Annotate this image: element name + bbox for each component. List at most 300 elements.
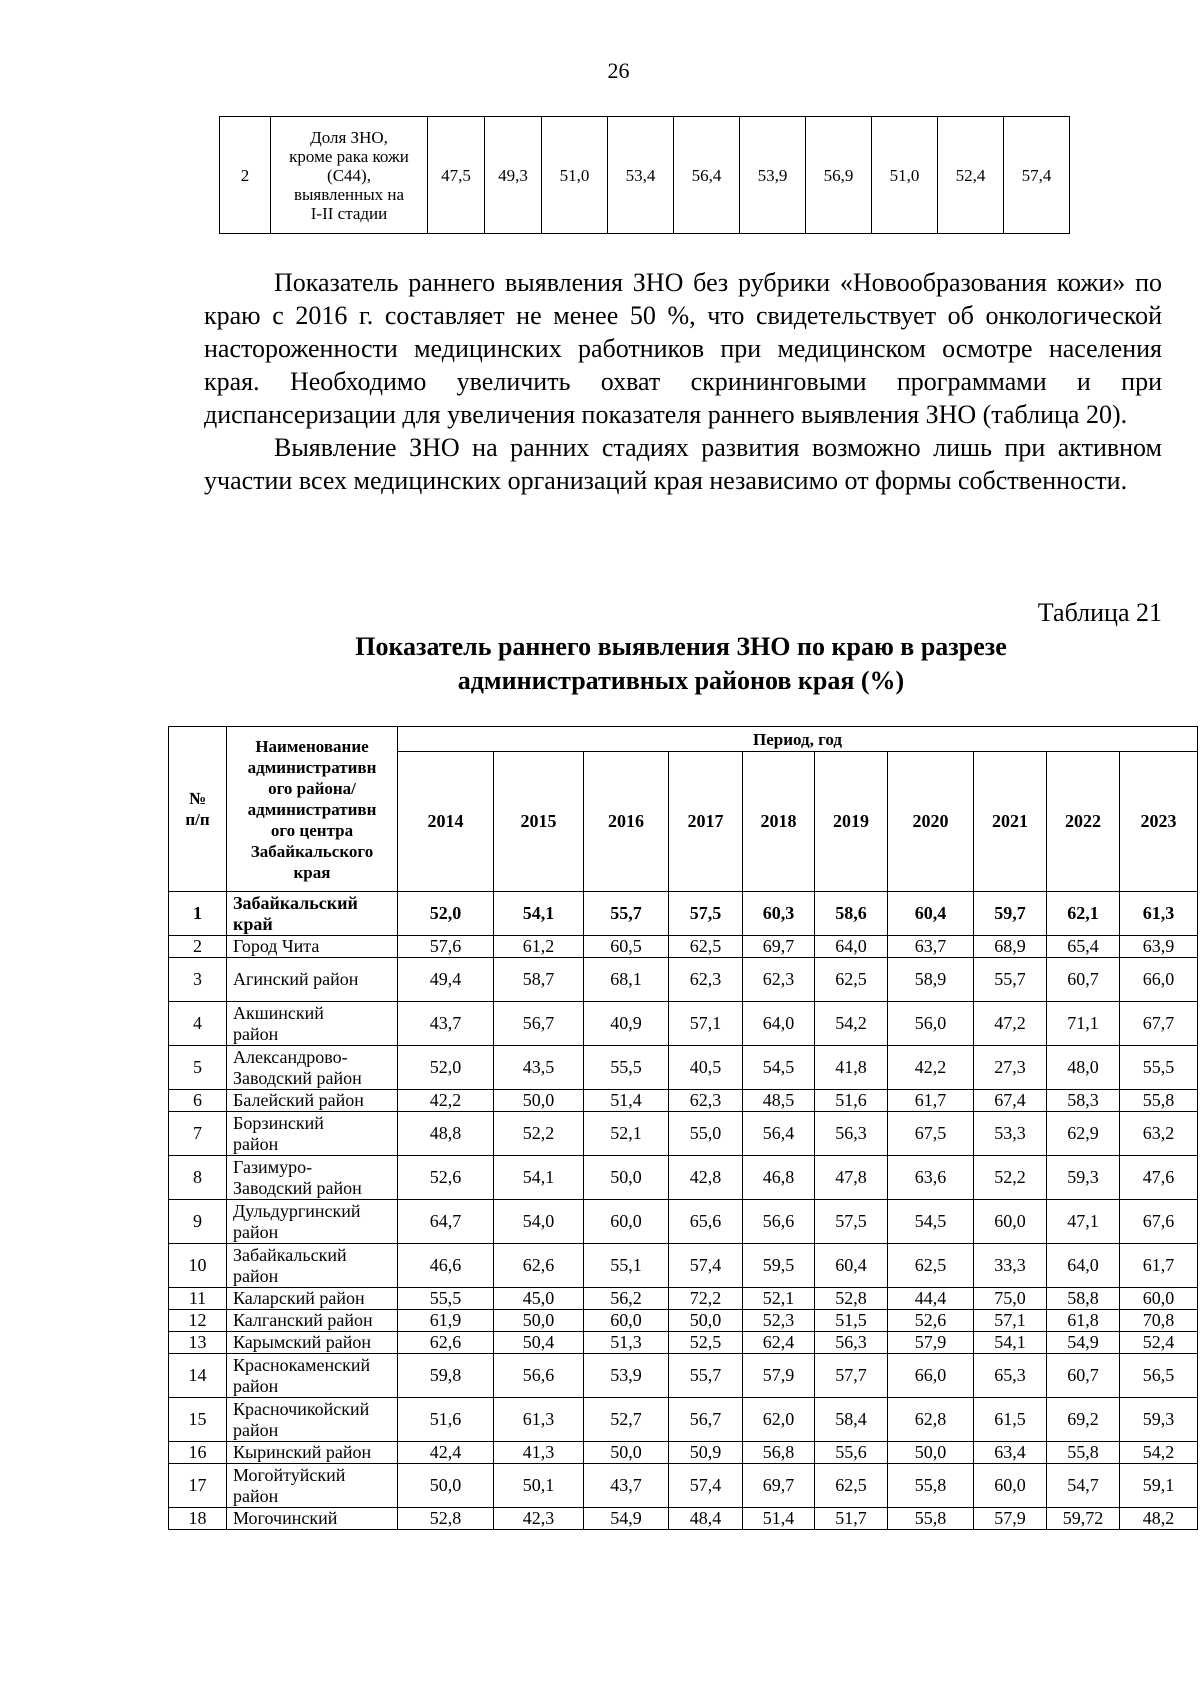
value-cell: 46,6 bbox=[398, 1244, 494, 1288]
value-cell: 41,3 bbox=[494, 1442, 584, 1464]
value-cell: 54,5 bbox=[743, 1046, 815, 1090]
value-cell: 52,2 bbox=[494, 1112, 584, 1156]
district-name bbox=[227, 1288, 398, 1310]
value-cell: 61,8 bbox=[1047, 1310, 1120, 1332]
year-header: 2022 bbox=[1047, 752, 1120, 892]
header-name-line: края bbox=[293, 862, 331, 882]
value-cell: 61,2 bbox=[494, 936, 584, 958]
body-text bbox=[204, 266, 1162, 497]
value-cell: 55,8 bbox=[888, 1464, 974, 1508]
value-cell: 27,3 bbox=[974, 1046, 1047, 1090]
district-name bbox=[227, 892, 398, 936]
year-header: 2021 bbox=[974, 752, 1047, 892]
value-cell: 56,4 bbox=[743, 1112, 815, 1156]
indicator-name-line: I-II стадии bbox=[310, 203, 388, 223]
district-name-line: Агинский район bbox=[233, 969, 359, 989]
value-cell: 67,4 bbox=[974, 1090, 1047, 1112]
district-name-line: Красночикойский bbox=[233, 1398, 370, 1419]
district-name bbox=[227, 1332, 398, 1354]
value-cell: 63,4 bbox=[974, 1442, 1047, 1464]
value-cell: 56,7 bbox=[669, 1398, 743, 1442]
row-number: 2 bbox=[220, 117, 271, 234]
value-cell: 54,1 bbox=[974, 1332, 1047, 1354]
value-cell: 55,5 bbox=[398, 1288, 494, 1310]
value-cell: 60,7 bbox=[1047, 958, 1120, 1002]
value-cell: 70,8 bbox=[1120, 1310, 1198, 1332]
header-period: Период, год bbox=[398, 727, 1198, 752]
value-cell: 55,0 bbox=[669, 1112, 743, 1156]
district-name-line: район bbox=[233, 1375, 279, 1396]
value-cell: 69,7 bbox=[743, 936, 815, 958]
value-cell: 47,5 bbox=[428, 117, 485, 234]
value-cell: 58,8 bbox=[1047, 1288, 1120, 1310]
district-name-line: район bbox=[233, 1023, 279, 1044]
value-cell: 65,4 bbox=[1047, 936, 1120, 958]
value-cell: 43,7 bbox=[398, 1002, 494, 1046]
indicator-name bbox=[271, 117, 428, 234]
value-cell: 50,0 bbox=[584, 1156, 669, 1200]
value-cell: 62,4 bbox=[743, 1332, 815, 1354]
value-cell: 55,7 bbox=[669, 1354, 743, 1398]
value-cell: 43,5 bbox=[494, 1046, 584, 1090]
value-cell: 62,1 bbox=[1047, 892, 1120, 936]
table-row bbox=[169, 1354, 1198, 1398]
table-row bbox=[220, 117, 1070, 234]
value-cell: 50,0 bbox=[584, 1442, 669, 1464]
value-cell: 61,9 bbox=[398, 1310, 494, 1332]
table-row bbox=[169, 958, 1198, 1002]
value-cell: 54,1 bbox=[494, 1156, 584, 1200]
row-number: 4 bbox=[169, 1002, 227, 1046]
district-name-line: район bbox=[233, 1133, 279, 1154]
district-name-line: Заводский район bbox=[233, 1177, 362, 1198]
value-cell: 52,8 bbox=[398, 1508, 494, 1530]
district-name bbox=[227, 1442, 398, 1464]
row-number: 10 bbox=[169, 1244, 227, 1288]
value-cell: 50,4 bbox=[494, 1332, 584, 1354]
row-number: 8 bbox=[169, 1156, 227, 1200]
value-cell: 60,0 bbox=[974, 1464, 1047, 1508]
value-cell: 57,4 bbox=[669, 1464, 743, 1508]
value-cell: 42,3 bbox=[494, 1508, 584, 1530]
value-cell: 56,5 bbox=[1120, 1354, 1198, 1398]
value-cell: 52,6 bbox=[398, 1156, 494, 1200]
value-cell: 56,6 bbox=[743, 1200, 815, 1244]
indicator-name-line: (С44), bbox=[327, 165, 371, 185]
value-cell: 45,0 bbox=[494, 1288, 584, 1310]
value-cell: 60,4 bbox=[815, 1244, 888, 1288]
value-cell: 50,1 bbox=[494, 1464, 584, 1508]
district-name bbox=[227, 1112, 398, 1156]
value-cell: 52,7 bbox=[584, 1398, 669, 1442]
value-cell: 57,9 bbox=[888, 1332, 974, 1354]
value-cell: 50,0 bbox=[398, 1464, 494, 1508]
value-cell: 62,5 bbox=[815, 1464, 888, 1508]
value-cell: 62,5 bbox=[815, 958, 888, 1002]
value-cell: 66,0 bbox=[888, 1354, 974, 1398]
header-name-line: ого центра bbox=[270, 820, 354, 840]
district-name-line: Забайкальский bbox=[233, 892, 358, 913]
value-cell: 53,9 bbox=[740, 117, 806, 234]
header-name-line: административн bbox=[247, 799, 377, 819]
row-number: 6 bbox=[169, 1090, 227, 1112]
value-cell: 55,7 bbox=[584, 892, 669, 936]
value-cell: 54,2 bbox=[815, 1002, 888, 1046]
value-cell: 59,5 bbox=[743, 1244, 815, 1288]
district-name bbox=[227, 1508, 398, 1530]
value-cell: 62,3 bbox=[743, 958, 815, 1002]
year-header: 2017 bbox=[669, 752, 743, 892]
district-name bbox=[227, 1002, 398, 1046]
year-header: 2014 bbox=[398, 752, 494, 892]
value-cell: 47,2 bbox=[974, 1002, 1047, 1046]
row-number: 14 bbox=[169, 1354, 227, 1398]
year-header: 2015 bbox=[494, 752, 584, 892]
table-row bbox=[169, 1244, 1198, 1288]
row-number: 16 bbox=[169, 1442, 227, 1464]
value-cell: 68,1 bbox=[584, 958, 669, 1002]
value-cell: 60,4 bbox=[888, 892, 974, 936]
value-cell: 60,0 bbox=[1120, 1288, 1198, 1310]
value-cell: 57,4 bbox=[669, 1244, 743, 1288]
year-header: 2018 bbox=[743, 752, 815, 892]
value-cell: 47,1 bbox=[1047, 1200, 1120, 1244]
row-number: 1 bbox=[169, 892, 227, 936]
value-cell: 51,5 bbox=[815, 1310, 888, 1332]
value-cell: 60,0 bbox=[584, 1200, 669, 1244]
value-cell: 44,4 bbox=[888, 1288, 974, 1310]
value-cell: 51,4 bbox=[584, 1090, 669, 1112]
value-cell: 67,5 bbox=[888, 1112, 974, 1156]
district-name-line: Дульдургинский bbox=[233, 1200, 361, 1221]
value-cell: 67,6 bbox=[1120, 1200, 1198, 1244]
value-cell: 59,8 bbox=[398, 1354, 494, 1398]
value-cell: 56,7 bbox=[494, 1002, 584, 1046]
value-cell: 59,3 bbox=[1047, 1156, 1120, 1200]
district-name-line: Заводский район bbox=[233, 1067, 362, 1088]
value-cell: 69,2 bbox=[1047, 1398, 1120, 1442]
table-row bbox=[169, 1310, 1198, 1332]
table-row bbox=[169, 1156, 1198, 1200]
value-cell: 50,0 bbox=[888, 1442, 974, 1464]
value-cell: 51,6 bbox=[815, 1090, 888, 1112]
value-cell: 55,8 bbox=[1047, 1442, 1120, 1464]
value-cell: 52,1 bbox=[743, 1288, 815, 1310]
value-cell: 54,2 bbox=[1120, 1442, 1198, 1464]
value-cell: 64,0 bbox=[743, 1002, 815, 1046]
row-number: 11 bbox=[169, 1288, 227, 1310]
district-name bbox=[227, 1398, 398, 1442]
district-name-line: Могочинский bbox=[233, 1508, 338, 1528]
value-cell: 52,1 bbox=[584, 1112, 669, 1156]
value-cell: 59,1 bbox=[1120, 1464, 1198, 1508]
value-cell: 52,4 bbox=[1120, 1332, 1198, 1354]
table-title bbox=[200, 630, 1162, 698]
value-cell: 47,8 bbox=[815, 1156, 888, 1200]
value-cell: 43,7 bbox=[584, 1464, 669, 1508]
value-cell: 58,9 bbox=[888, 958, 974, 1002]
district-name-line: Балейский район bbox=[233, 1090, 364, 1110]
district-name bbox=[227, 1046, 398, 1090]
value-cell: 57,4 bbox=[1004, 117, 1070, 234]
value-cell: 58,7 bbox=[494, 958, 584, 1002]
value-cell: 62,6 bbox=[494, 1244, 584, 1288]
value-cell: 66,0 bbox=[1120, 958, 1198, 1002]
value-cell: 56,2 bbox=[584, 1288, 669, 1310]
value-cell: 63,6 bbox=[888, 1156, 974, 1200]
district-name bbox=[227, 1464, 398, 1508]
header-name-line: административн bbox=[247, 757, 377, 777]
value-cell: 49,3 bbox=[485, 117, 542, 234]
value-cell: 55,6 bbox=[815, 1442, 888, 1464]
value-cell: 60,3 bbox=[743, 892, 815, 936]
row-number: 17 bbox=[169, 1464, 227, 1508]
table-row bbox=[169, 1112, 1198, 1156]
value-cell: 54,1 bbox=[494, 892, 584, 936]
year-header: 2020 bbox=[888, 752, 974, 892]
value-cell: 61,5 bbox=[974, 1398, 1047, 1442]
value-cell: 62,0 bbox=[743, 1398, 815, 1442]
table-row bbox=[169, 1464, 1198, 1508]
value-cell: 60,5 bbox=[584, 936, 669, 958]
district-name bbox=[227, 1354, 398, 1398]
value-cell: 52,3 bbox=[743, 1310, 815, 1332]
value-cell: 50,0 bbox=[669, 1310, 743, 1332]
value-cell: 60,0 bbox=[584, 1310, 669, 1332]
value-cell: 62,8 bbox=[888, 1398, 974, 1442]
value-cell: 52,0 bbox=[398, 1046, 494, 1090]
district-name-line: район bbox=[233, 1221, 279, 1242]
district-name-line: Кыринский район bbox=[233, 1442, 372, 1462]
value-cell: 68,9 bbox=[974, 936, 1047, 958]
value-cell: 60,7 bbox=[1047, 1354, 1120, 1398]
value-cell: 54,7 bbox=[1047, 1464, 1120, 1508]
value-cell: 50,9 bbox=[669, 1442, 743, 1464]
value-cell: 55,8 bbox=[1120, 1090, 1198, 1112]
value-cell: 46,8 bbox=[743, 1156, 815, 1200]
value-cell: 59,7 bbox=[974, 892, 1047, 936]
table-row bbox=[169, 892, 1198, 936]
value-cell: 40,9 bbox=[584, 1002, 669, 1046]
header-name bbox=[227, 727, 398, 892]
value-cell: 62,3 bbox=[669, 958, 743, 1002]
value-cell: 61,7 bbox=[888, 1090, 974, 1112]
district-name-line: район bbox=[233, 1419, 279, 1440]
value-cell: 56,0 bbox=[888, 1002, 974, 1046]
value-cell: 65,6 bbox=[669, 1200, 743, 1244]
value-cell: 54,9 bbox=[1047, 1332, 1120, 1354]
district-name bbox=[227, 1310, 398, 1332]
page-number: 26 bbox=[607, 58, 630, 83]
year-header: 2019 bbox=[815, 752, 888, 892]
value-cell: 60,0 bbox=[974, 1200, 1047, 1244]
value-cell: 57,9 bbox=[743, 1354, 815, 1398]
value-cell: 51,7 bbox=[815, 1508, 888, 1530]
district-name-line: Карымский район bbox=[233, 1332, 371, 1352]
value-cell: 75,0 bbox=[974, 1288, 1047, 1310]
value-cell: 51,6 bbox=[398, 1398, 494, 1442]
value-cell: 40,5 bbox=[669, 1046, 743, 1090]
year-header: 2023 bbox=[1120, 752, 1198, 892]
table-row bbox=[169, 1090, 1198, 1112]
value-cell: 52,8 bbox=[815, 1288, 888, 1310]
district-name-line: Каларский район bbox=[233, 1288, 365, 1308]
value-cell: 53,3 bbox=[974, 1112, 1047, 1156]
header-name-line: Наименование bbox=[255, 736, 369, 756]
value-cell: 56,3 bbox=[815, 1112, 888, 1156]
district-table bbox=[168, 726, 1198, 1530]
value-cell: 56,9 bbox=[806, 117, 872, 234]
header-name-line: Забайкальского bbox=[250, 841, 374, 861]
value-cell: 62,5 bbox=[669, 936, 743, 958]
value-cell: 55,5 bbox=[584, 1046, 669, 1090]
table-row bbox=[169, 1288, 1198, 1310]
value-cell: 50,0 bbox=[494, 1310, 584, 1332]
value-cell: 52,0 bbox=[398, 892, 494, 936]
year-header: 2016 bbox=[584, 752, 669, 892]
value-cell: 55,8 bbox=[888, 1508, 974, 1530]
value-cell: 61,7 bbox=[1120, 1244, 1198, 1288]
district-name bbox=[227, 1090, 398, 1112]
district-name-line: Акшинский bbox=[233, 1002, 324, 1023]
row-number: 12 bbox=[169, 1310, 227, 1332]
value-cell: 33,3 bbox=[974, 1244, 1047, 1288]
value-cell: 58,6 bbox=[815, 892, 888, 936]
value-cell: 42,2 bbox=[888, 1046, 974, 1090]
value-cell: 62,6 bbox=[398, 1332, 494, 1354]
value-cell: 63,7 bbox=[888, 936, 974, 958]
value-cell: 64,7 bbox=[398, 1200, 494, 1244]
table-title-line: Показатель раннего выявления ЗНО по краю в разрезе bbox=[355, 632, 1007, 661]
value-cell: 62,3 bbox=[669, 1090, 743, 1112]
value-cell: 48,4 bbox=[669, 1508, 743, 1530]
district-name-line: Могойтуйский bbox=[233, 1464, 346, 1485]
value-cell: 50,0 bbox=[494, 1090, 584, 1112]
district-name bbox=[227, 1244, 398, 1288]
value-cell: 72,2 bbox=[669, 1288, 743, 1310]
district-name bbox=[227, 936, 398, 958]
value-cell: 48,0 bbox=[1047, 1046, 1120, 1090]
value-cell: 63,9 bbox=[1120, 936, 1198, 958]
value-cell: 57,5 bbox=[815, 1200, 888, 1244]
header-num-line: № bbox=[188, 789, 207, 808]
value-cell: 57,1 bbox=[669, 1002, 743, 1046]
row-number: 5 bbox=[169, 1046, 227, 1090]
district-name-line: край bbox=[233, 913, 273, 934]
indicator-name-line: выявленных на bbox=[293, 184, 405, 204]
table-caption: Таблица 21 bbox=[1037, 598, 1162, 627]
value-cell: 67,7 bbox=[1120, 1002, 1198, 1046]
value-cell: 57,6 bbox=[398, 936, 494, 958]
table-title-line: административных районов края (%) bbox=[457, 666, 905, 695]
district-name bbox=[227, 958, 398, 1002]
value-cell: 49,4 bbox=[398, 958, 494, 1002]
value-cell: 51,3 bbox=[584, 1332, 669, 1354]
table-row bbox=[169, 1046, 1198, 1090]
indicator-name-line: кроме рака кожи bbox=[289, 146, 409, 166]
district-name-line: район bbox=[233, 1485, 279, 1506]
value-cell: 62,9 bbox=[1047, 1112, 1120, 1156]
header-num-line: п/п bbox=[185, 810, 210, 829]
table-row bbox=[169, 1442, 1198, 1464]
value-cell: 51,0 bbox=[542, 117, 608, 234]
district-name bbox=[227, 1200, 398, 1244]
value-cell: 69,7 bbox=[743, 1464, 815, 1508]
value-cell: 56,4 bbox=[674, 117, 740, 234]
value-cell: 52,2 bbox=[974, 1156, 1047, 1200]
row-number: 3 bbox=[169, 958, 227, 1002]
value-cell: 65,3 bbox=[974, 1354, 1047, 1398]
value-cell: 42,4 bbox=[398, 1442, 494, 1464]
value-cell: 55,1 bbox=[584, 1244, 669, 1288]
table-row bbox=[169, 1332, 1198, 1354]
value-cell: 59,3 bbox=[1120, 1398, 1198, 1442]
header-num bbox=[169, 727, 227, 892]
value-cell: 51,4 bbox=[743, 1508, 815, 1530]
table-row bbox=[169, 936, 1198, 958]
value-cell: 56,6 bbox=[494, 1354, 584, 1398]
value-cell: 48,5 bbox=[743, 1090, 815, 1112]
value-cell: 64,0 bbox=[1047, 1244, 1120, 1288]
district-name-line: Краснокаменский bbox=[233, 1354, 371, 1375]
district-name-line: Забайкальский bbox=[233, 1244, 347, 1265]
value-cell: 53,9 bbox=[584, 1354, 669, 1398]
value-cell: 55,5 bbox=[1120, 1046, 1198, 1090]
district-name-line: Город Чита bbox=[233, 936, 320, 956]
carryover-table bbox=[219, 116, 1070, 234]
district-name-line: район bbox=[233, 1265, 279, 1286]
value-cell: 58,3 bbox=[1047, 1090, 1120, 1112]
table-row bbox=[169, 1398, 1198, 1442]
row-number: 2 bbox=[169, 936, 227, 958]
value-cell: 48,2 bbox=[1120, 1508, 1198, 1530]
value-cell: 58,4 bbox=[815, 1398, 888, 1442]
district-name bbox=[227, 1156, 398, 1200]
district-name-line: Борзинский bbox=[233, 1112, 324, 1133]
value-cell: 62,5 bbox=[888, 1244, 974, 1288]
value-cell: 59,72 bbox=[1047, 1508, 1120, 1530]
value-cell: 55,7 bbox=[974, 958, 1047, 1002]
value-cell: 57,5 bbox=[669, 892, 743, 936]
value-cell: 54,5 bbox=[888, 1200, 974, 1244]
value-cell: 52,6 bbox=[888, 1310, 974, 1332]
value-cell: 56,3 bbox=[815, 1332, 888, 1354]
value-cell: 57,1 bbox=[974, 1310, 1047, 1332]
header-name-line: ого района/ bbox=[268, 778, 356, 798]
value-cell: 71,1 bbox=[1047, 1002, 1120, 1046]
value-cell: 52,4 bbox=[938, 117, 1004, 234]
table-row bbox=[169, 1002, 1198, 1046]
district-name-line: Газимуро- bbox=[233, 1156, 313, 1177]
table-row bbox=[169, 1200, 1198, 1244]
row-number: 15 bbox=[169, 1398, 227, 1442]
value-cell: 57,7 bbox=[815, 1354, 888, 1398]
paragraph: Показатель раннего выявления ЗНО без рубрики «Новообразования кожи» по краю с 2016 г. составляет не менее 50 %, что свидетельствует об онкологической настороженности медицинских работников при медицинском осмотре населения края. Необходимо увеличить охват скрининговыми программами и при диспансеризации для увеличения показателя раннего выявления ЗНО (таблица 20). bbox=[204, 268, 1162, 429]
value-cell: 42,8 bbox=[669, 1156, 743, 1200]
value-cell: 54,9 bbox=[584, 1508, 669, 1530]
row-number: 9 bbox=[169, 1200, 227, 1244]
value-cell: 57,9 bbox=[974, 1508, 1047, 1530]
value-cell: 42,2 bbox=[398, 1090, 494, 1112]
header-row bbox=[169, 727, 1198, 752]
value-cell: 64,0 bbox=[815, 936, 888, 958]
table-row bbox=[169, 1508, 1198, 1530]
row-number: 13 bbox=[169, 1332, 227, 1354]
value-cell: 61,3 bbox=[1120, 892, 1198, 936]
indicator-name-line: Доля ЗНО, bbox=[310, 127, 388, 147]
value-cell: 41,8 bbox=[815, 1046, 888, 1090]
district-name-line: Калганский район bbox=[233, 1310, 373, 1330]
